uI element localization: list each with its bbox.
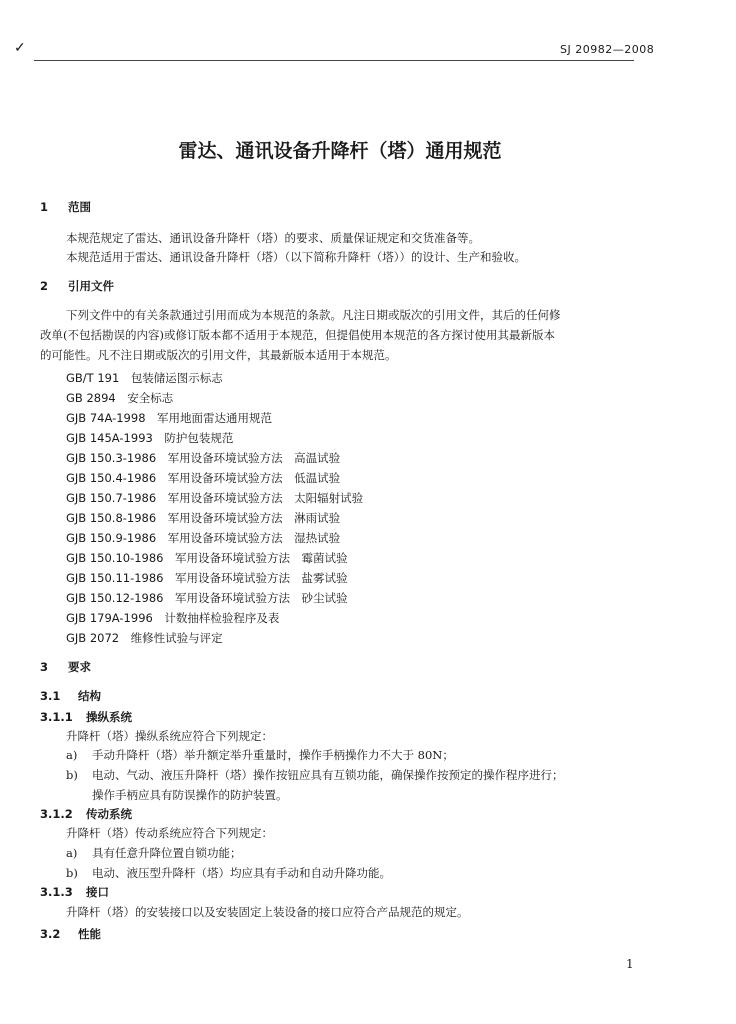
list-item-label: a): [66, 846, 78, 860]
reference-title: 军用地面雷达通用规范: [157, 411, 273, 425]
section-title: 接口: [86, 885, 109, 899]
reference-title: 军用设备环境试验方法 太阳辐射试验: [167, 491, 364, 505]
list-item-text: 电动、液压型升降杆（塔）均应具有手动和自动升降功能。: [92, 866, 391, 880]
section-3-1-1-heading: [40, 709, 132, 725]
reference-item: [66, 630, 223, 646]
reference-item: [66, 550, 348, 566]
reference-code: GJB 150.3-1986: [66, 451, 157, 465]
reference-item: [66, 490, 363, 506]
section-2-heading: [40, 278, 114, 294]
section-3-1-3-text: 升降杆（塔）的安装接口以及安装固定上装设备的接口应符合产品规范的规定。: [66, 905, 469, 919]
reference-item: [66, 510, 340, 526]
section-1-heading: [40, 199, 91, 215]
reference-item: [66, 530, 340, 546]
list-item: [66, 765, 564, 785]
section-number: 2: [40, 279, 49, 293]
reference-title: 维修性试验与评定: [130, 631, 223, 645]
reference-title: 军用设备环境试验方法 高温试验: [167, 451, 341, 465]
reference-item: [66, 390, 173, 406]
reference-code: GJB 150.9-1986: [66, 531, 157, 545]
section-3-1-2-heading: [40, 806, 132, 822]
section-3-1-3-heading: [40, 884, 109, 900]
section-number: 3: [40, 660, 49, 674]
list-item-text: 手动升降杆（塔）举升额定举升重量时，操作手柄操作力不大于 80N；: [92, 748, 454, 762]
list-item-text: 具有任意升降位置自锁功能；: [92, 846, 242, 860]
page-number: 1: [626, 957, 634, 971]
section-1-paragraph-2: 本规范适用于雷达、通讯设备升降杆（塔）（以下简称升降杆（塔））的设计、生产和验收。: [66, 250, 526, 264]
reference-item: [66, 570, 348, 586]
reference-title: 安全标志: [127, 391, 174, 405]
section-title: 操纵系统: [86, 710, 132, 724]
reference-code: GJB 150.12-1986: [66, 591, 164, 605]
section-3-2-heading: [40, 926, 101, 942]
reference-item: [66, 450, 340, 466]
reference-code: GJB 179A-1996: [66, 611, 153, 625]
reference-code: GJB 74A-1998: [66, 411, 146, 425]
reference-code: GJB 2072: [66, 631, 120, 645]
reference-item: [66, 470, 340, 486]
reference-title: 军用设备环境试验方法 砂尘试验: [175, 591, 348, 605]
section-number: 3.1.2: [40, 807, 73, 821]
reference-code: GJB 150.8-1986: [66, 511, 157, 525]
reference-title: 计数抽样检验程序及表: [164, 611, 280, 625]
section-title: 传动系统: [86, 807, 132, 821]
header-rule: [34, 60, 634, 61]
list-item-label: b): [66, 866, 78, 880]
section-number: 1: [40, 200, 49, 214]
list-item-label: a): [66, 748, 78, 762]
section-2-paragraph-line: 改单(不包括勘误的内容)或修订版本都不适用于本规范，但提倡使用本规范的各方探讨使用其最新版本: [40, 328, 555, 342]
list-item: [66, 863, 391, 883]
reference-code: GJB 150.10-1986: [66, 551, 164, 565]
reference-code: GJB 150.4-1986: [66, 471, 157, 485]
list-item-label: b): [66, 768, 78, 782]
reference-code: GJB 145A-1993: [66, 431, 153, 445]
reference-title: 军用设备环境试验方法 盐雾试验: [175, 571, 348, 585]
page-title: 雷达、通讯设备升降杆（塔）通用规范: [178, 140, 502, 162]
reference-code: GB/T 191: [66, 371, 120, 385]
reference-code: GJB 150.7-1986: [66, 491, 157, 505]
reference-title: 防护包装规范: [164, 431, 234, 445]
section-number: 3.1: [40, 689, 61, 703]
section-2-paragraph-line: 的可能性。凡不注日期或版次的引用文件，其最新版本适用于本规范。: [40, 348, 397, 362]
reference-title: 军用设备环境试验方法 霉菌试验: [175, 551, 348, 565]
section-title: 性能: [78, 927, 101, 941]
section-number: 3.1.1: [40, 710, 73, 724]
section-3-1-2-intro: 升降杆（塔）传动系统应符合下列规定：: [66, 826, 273, 840]
reference-title: 军用设备环境试验方法 淋雨试验: [167, 511, 341, 525]
reference-code: GB 2894: [66, 391, 116, 405]
list-item-text: 电动、气动、液压升降杆（塔）操作按钮应具有互锁功能，确保操作按预定的操作程序进行；: [92, 768, 564, 782]
reference-title: 军用设备环境试验方法 低温试验: [167, 471, 341, 485]
reference-item: [66, 590, 348, 606]
section-2-paragraph-line: 下列文件中的有关条款通过引用而成为本规范的条款。凡注日期或版次的引用文件，其后的任何修: [66, 308, 561, 322]
list-item-continuation: 操作手柄应具有防误操作的防护装置。: [92, 788, 288, 802]
reference-item: [66, 370, 223, 386]
section-3-1-heading: [40, 688, 101, 704]
section-number: 3.1.3: [40, 885, 73, 899]
list-item: [66, 745, 454, 765]
section-number: 3.2: [40, 927, 61, 941]
reference-title: 军用设备环境试验方法 湿热试验: [167, 531, 341, 545]
section-1-paragraph-1: 本规范规定了雷达、通讯设备升降杆（塔）的要求、质量保证规定和交货准备等。: [66, 231, 480, 245]
reference-item: [66, 610, 279, 626]
check-mark-icon: ✓: [14, 40, 26, 56]
reference-title: 包装储运图示标志: [130, 371, 223, 385]
section-3-heading: [40, 659, 91, 675]
document-code: SJ 20982—2008: [560, 43, 655, 56]
list-item: [66, 843, 242, 863]
reference-item: [66, 410, 272, 426]
section-title: 结构: [78, 689, 101, 703]
reference-code: GJB 150.11-1986: [66, 571, 164, 585]
section-title: 引用文件: [68, 279, 114, 293]
section-3-1-1-intro: 升降杆（塔）操纵系统应符合下列规定：: [66, 729, 273, 743]
section-title: 要求: [68, 660, 91, 674]
section-title: 范围: [68, 200, 91, 214]
reference-item: [66, 430, 233, 446]
